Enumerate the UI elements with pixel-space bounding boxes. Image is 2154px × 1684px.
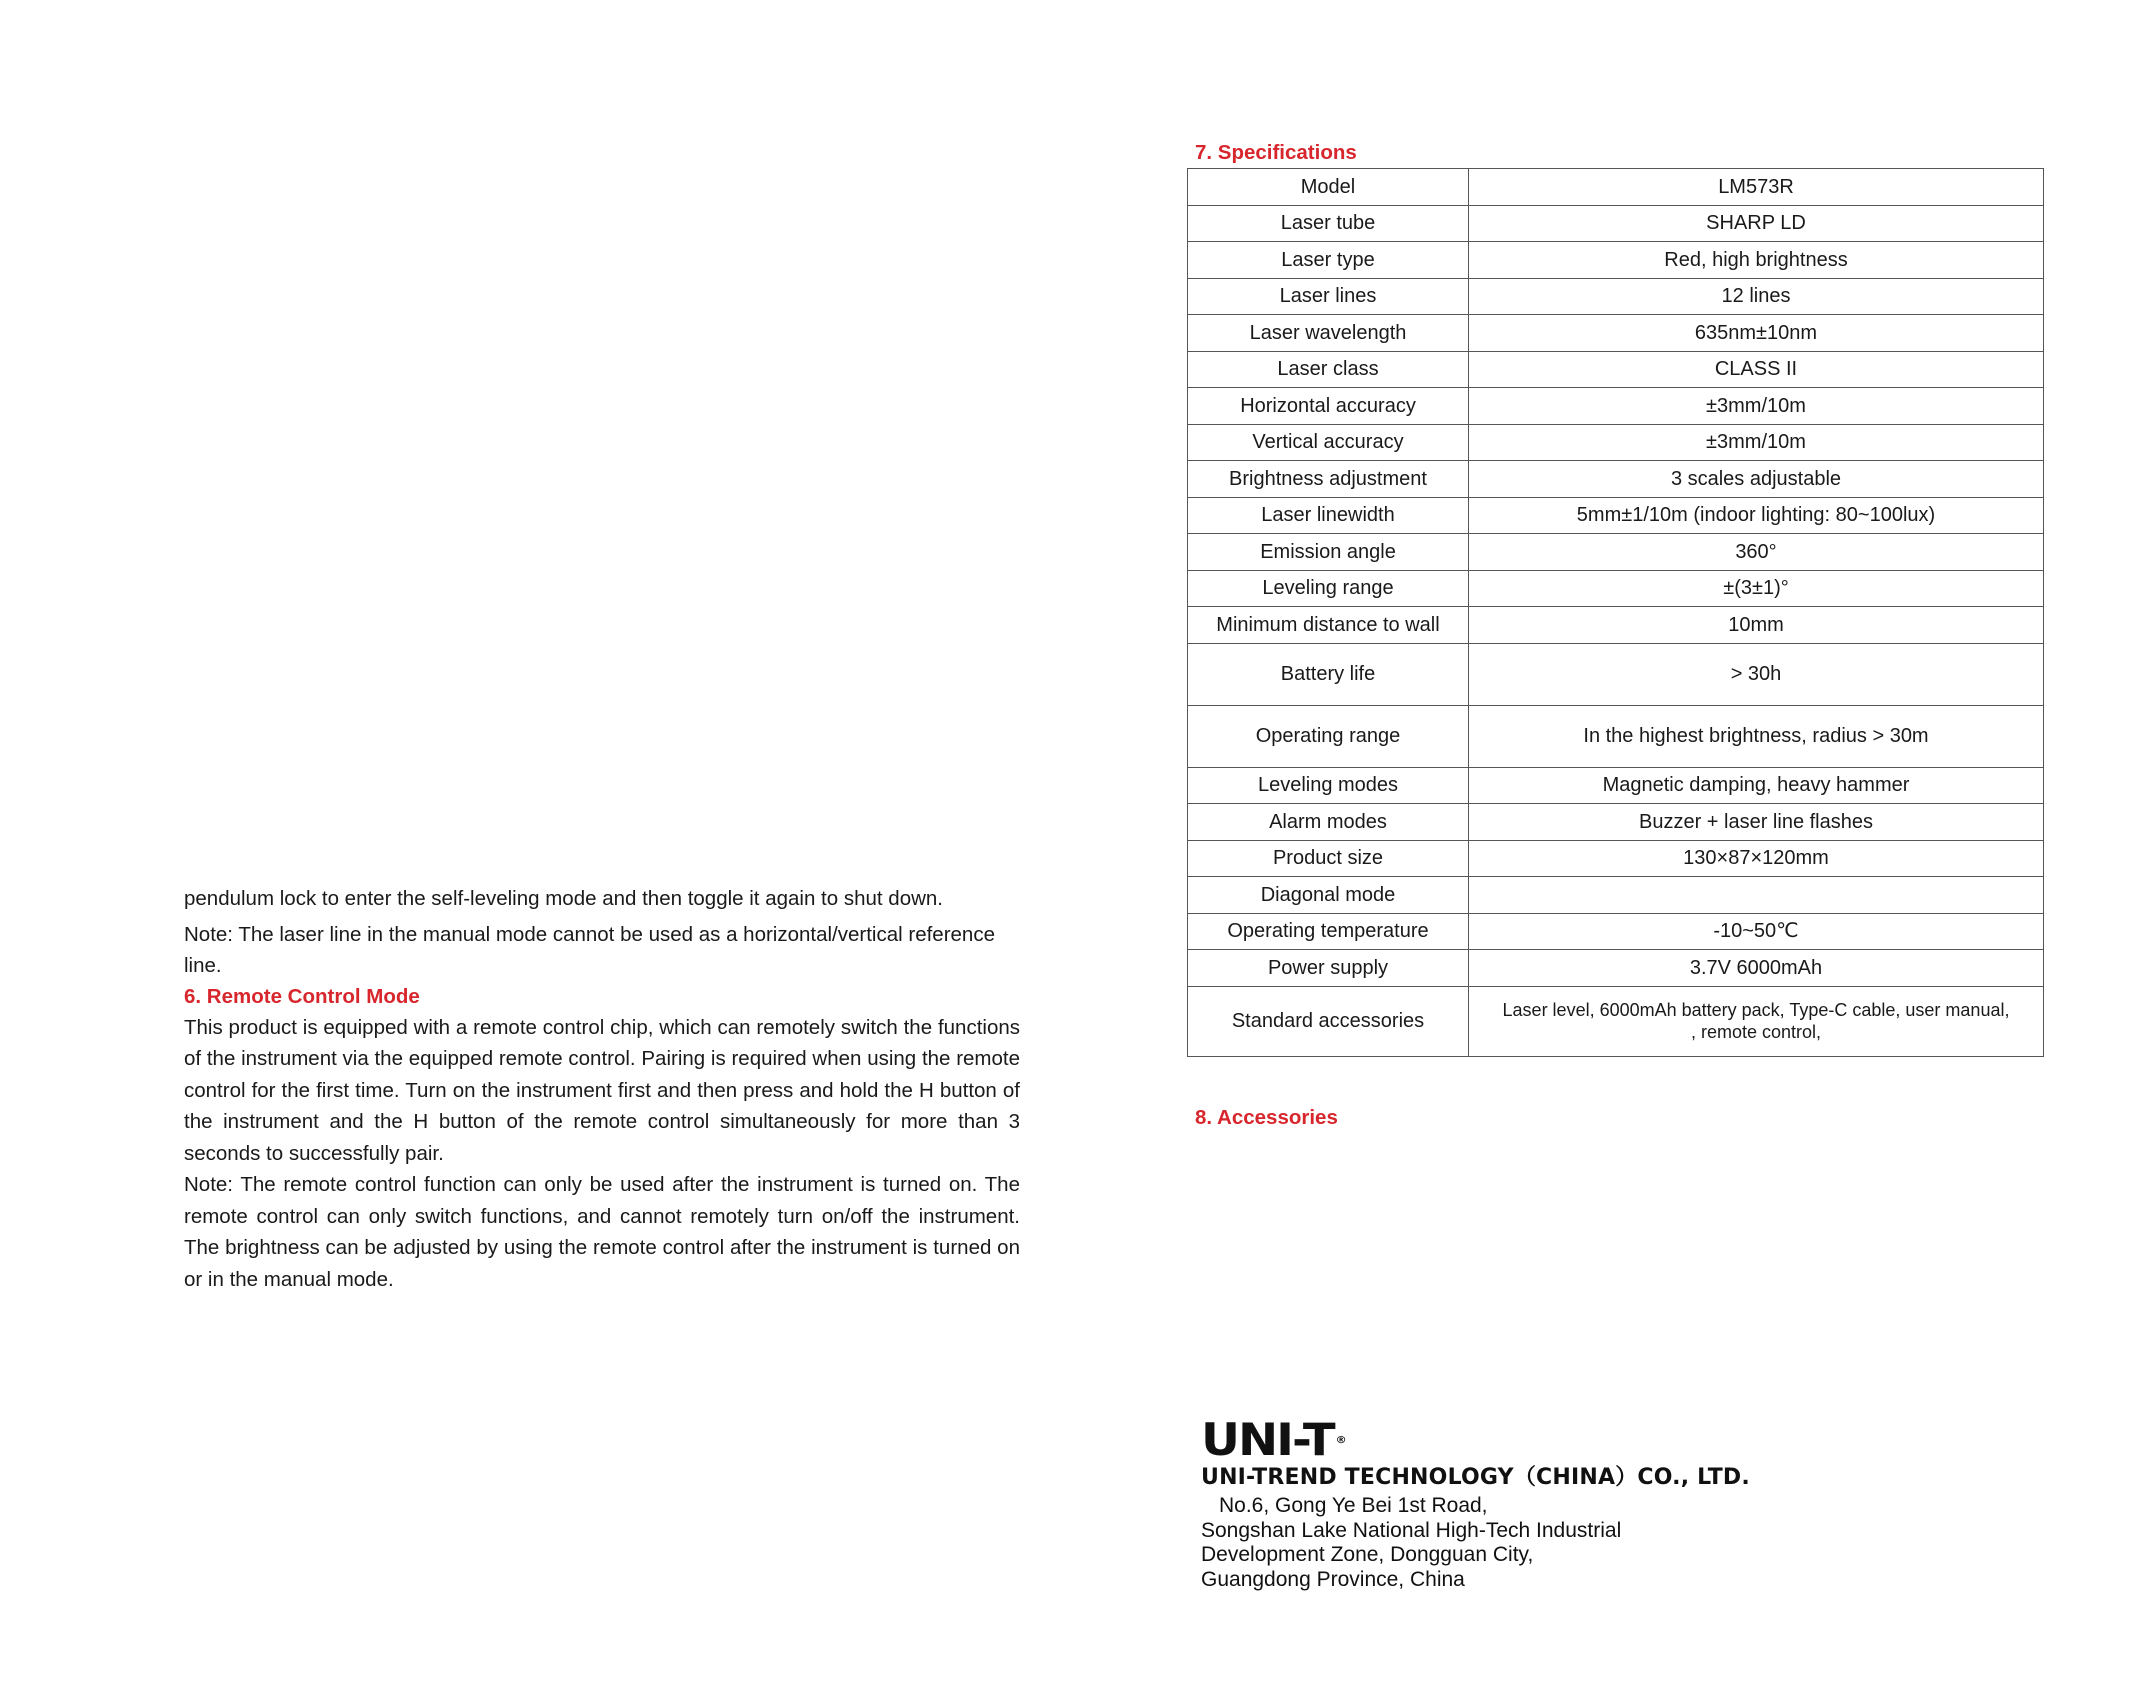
table-row (1188, 643, 2044, 705)
spec-value: ±(3±1)° (1469, 570, 2044, 607)
accessories-heading: 8. Accessories (1195, 1106, 1338, 1129)
table-row (1188, 351, 2044, 388)
spec-label: Horizontal accuracy (1188, 388, 1469, 425)
table-row (1188, 534, 2044, 571)
company-address (1201, 1494, 1621, 1592)
spec-label: Diagonal mode (1188, 877, 1469, 914)
specifications-heading: 7. Specifications (1195, 141, 1357, 164)
spec-value: 130×87×120mm (1469, 840, 2044, 877)
spec-value: CLASS II (1469, 351, 2044, 388)
address-line: Songshan Lake National High-Tech Industrial (1201, 1518, 1622, 1542)
table-row (1188, 607, 2044, 644)
spec-label: Laser type (1188, 242, 1469, 279)
table-row (1188, 950, 2044, 987)
spec-label: Power supply (1188, 950, 1469, 987)
spec-value: 360° (1469, 534, 2044, 571)
table-row (1188, 315, 2044, 352)
accessories-value-line-1: Laser level, 6000mAh battery pack, Type-C cable, user manual, (1502, 1000, 2010, 1020)
section-6-body: This product is equipped with a remote control chip, which can remotely switch the functions of the instrument via the equipped remote control. Pairing is required when using the remote control for the first time. Turn on the instrument first and then press and hold the H button of the instrument and the H button of the remote control simultaneously for more than 3 seconds to successfully pair. (184, 1015, 1020, 1165)
right-page (1077, 0, 2154, 1684)
left-page-text (184, 883, 1020, 1295)
spec-value: LM573R (1469, 169, 2044, 206)
spec-label: Laser lines (1188, 278, 1469, 315)
registered-mark: ® (1335, 1433, 1347, 1446)
spec-value (1469, 986, 2044, 1056)
spec-label: Alarm modes (1188, 804, 1469, 841)
table-row (1188, 242, 2044, 279)
table-row (1188, 278, 2044, 315)
table-row (1188, 804, 2044, 841)
spec-label: Leveling modes (1188, 767, 1469, 804)
table-row (1188, 767, 2044, 804)
spec-label: Standard accessories (1188, 986, 1469, 1056)
spec-label: Battery life (1188, 643, 1469, 705)
spec-value: 12 lines (1469, 278, 2044, 315)
manual-mode-note: Note: The laser line in the manual mode cannot be used as a horizontal/vertical reference line. (184, 922, 995, 977)
spec-label: Model (1188, 169, 1469, 206)
table-row (1188, 877, 2044, 914)
spec-label: Laser class (1188, 351, 1469, 388)
logo-text: UNI-T (1201, 1414, 1334, 1466)
spec-label: Laser tube (1188, 205, 1469, 242)
spec-value: -10~50℃ (1469, 913, 2044, 950)
spec-label: Operating range (1188, 705, 1469, 767)
spec-label: Product size (1188, 840, 1469, 877)
company-name: UNI-TREND TECHNOLOGY（CHINA）CO., LTD. (1201, 1465, 1750, 1490)
spec-value: 3.7V 6000mAh (1469, 950, 2044, 987)
table-row (1188, 388, 2044, 425)
table-row (1188, 461, 2044, 498)
spec-value: Magnetic damping, heavy hammer (1469, 767, 2044, 804)
uni-t-logo (1201, 1414, 1347, 1466)
table-row (1188, 169, 2044, 206)
spec-value: > 30h (1469, 643, 2044, 705)
address-line: No.6, Gong Ye Bei 1st Road, (1219, 1494, 1488, 1517)
spec-label: Operating temperature (1188, 913, 1469, 950)
section-6-heading: 6. Remote Control Mode (184, 984, 420, 1008)
accessories-value-line-2: , remote control, (1690, 1022, 1822, 1042)
table-row (1188, 424, 2044, 461)
table-row (1188, 497, 2044, 534)
spec-value: 10mm (1469, 607, 2044, 644)
spec-value: ±3mm/10m (1469, 424, 2044, 461)
address-line: Guangdong Province, China (1201, 1567, 1465, 1591)
address-line: Development Zone, Dongguan City, (1201, 1543, 1534, 1566)
table-row (1188, 986, 2044, 1056)
table-row (1188, 840, 2044, 877)
spec-label: Vertical accuracy (1188, 424, 1469, 461)
table-row (1188, 205, 2044, 242)
spec-label: Laser wavelength (1188, 315, 1469, 352)
spec-label: Brightness adjustment (1188, 461, 1469, 498)
spec-label: Leveling range (1188, 570, 1469, 607)
spec-value: 635nm±10nm (1469, 315, 2044, 352)
table-row (1188, 913, 2044, 950)
spec-value: 3 scales adjustable (1469, 461, 2044, 498)
specifications-table (1187, 168, 2044, 1057)
spec-value (1469, 877, 2044, 914)
spec-value: ±3mm/10m (1469, 388, 2044, 425)
spec-value: Buzzer + laser line flashes (1469, 804, 2044, 841)
logo-wordmark (1201, 1414, 1347, 1466)
continued-paragraph: pendulum lock to enter the self-leveling mode and then toggle it again to shut down. (184, 887, 943, 910)
table-row (1188, 570, 2044, 607)
spec-label: Emission angle (1188, 534, 1469, 571)
spec-label: Laser linewidth (1188, 497, 1469, 534)
spec-label: Minimum distance to wall (1188, 607, 1469, 644)
spec-value: Red, high brightness (1469, 242, 2044, 279)
section-6-note: Note: The remote control function can only be used after the instrument is turned on. The remote control can only switch functions, and cannot remotely turn on/off the instrument. The brightness can be adjusted by using the remote control after the instrument is turned on or in the manual mode. (184, 1173, 1020, 1291)
spec-value: SHARP LD (1469, 205, 2044, 242)
table-row (1188, 705, 2044, 767)
spec-value: In the highest brightness, radius > 30m (1469, 705, 2044, 767)
spec-value: 5mm±1/10m (indoor lighting: 80~100lux) (1469, 497, 2044, 534)
